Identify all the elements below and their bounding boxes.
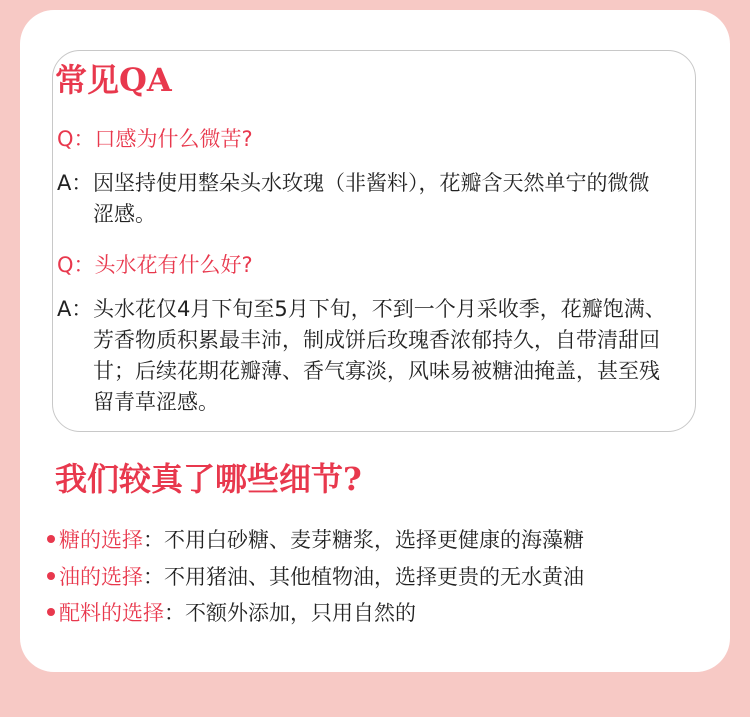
bullet-dot-icon	[47, 535, 55, 543]
bullet-dot-icon	[47, 572, 55, 580]
question-text: 头水花有什么好?	[94, 253, 253, 277]
detail-item-sugar	[47, 524, 584, 556]
detail-text: 不额外添加，只用自然的	[185, 601, 416, 625]
detail-label: 糖的选择	[59, 528, 143, 552]
detail-separator: ：	[143, 528, 164, 552]
details-title: 我们较真了哪些细节?	[55, 460, 362, 498]
answer-prefix: A：	[57, 171, 93, 195]
answer-text: 因坚持使用整朵头水玫瑰（非酱料），花瓣含天然单宁的微微涩感。	[93, 171, 650, 226]
answer-2	[57, 294, 667, 418]
detail-separator: ：	[143, 565, 164, 589]
question-prefix: Q：	[57, 127, 95, 151]
question-1	[57, 125, 253, 153]
answer-1	[57, 168, 667, 230]
detail-label: 油的选择	[59, 565, 143, 589]
detail-label: 配料的选择	[59, 601, 164, 625]
bullet-dot-icon	[47, 608, 55, 616]
question-text: 口感为什么微苦?	[94, 127, 253, 151]
question-prefix: Q：	[57, 253, 95, 277]
detail-text: 不用猪油、其他植物油，选择更贵的无水黄油	[164, 565, 584, 589]
detail-item-ingredients	[47, 597, 416, 629]
detail-text: 不用白砂糖、麦芽糖浆，选择更健康的海藻糖	[164, 528, 584, 552]
detail-item-oil	[47, 561, 584, 593]
detail-separator: ：	[164, 601, 185, 625]
answer-text: 头水花仅4月下旬至5月下旬，不到一个月采收季，花瓣饱满、芳香物质积累最丰沛，制成饼后玫瑰香浓郁持久，自带清甜回甘；后续花期花瓣薄、香气寡淡，风味易被糖油掩盖，甚至残留青草涩感。	[93, 297, 666, 414]
qa-title: 常见QA	[55, 61, 172, 99]
answer-prefix: A：	[57, 297, 93, 321]
question-2	[57, 251, 253, 279]
